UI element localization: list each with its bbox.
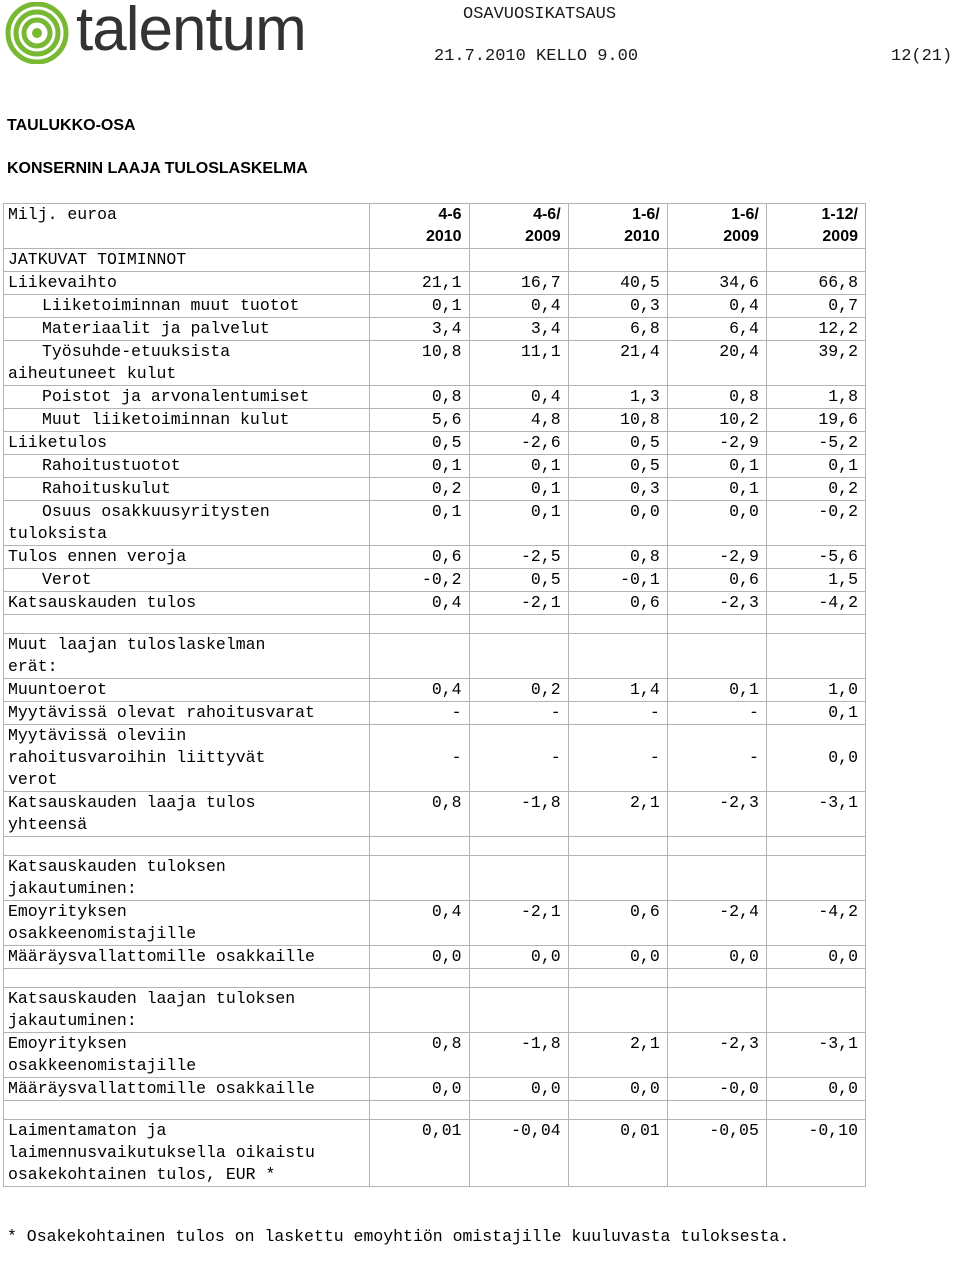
value-cell: 0,6: [568, 592, 667, 615]
value-cell: 0,01: [370, 1120, 469, 1187]
value-cell: 0,6: [667, 569, 766, 592]
row-label: [4, 856, 370, 901]
spacer-row: [4, 969, 866, 988]
release-datetime: 21.7.2010 KELLO 9.00: [434, 47, 639, 66]
row-label-line: Laimentamaton ja: [8, 1121, 167, 1140]
spacer-cell: [370, 969, 469, 988]
value-cell: -5,2: [766, 432, 865, 455]
table-row: [4, 1078, 866, 1101]
value-cell: -0,2: [370, 569, 469, 592]
value-cell: 12,2: [766, 318, 865, 341]
spacer-cell: [370, 837, 469, 856]
spacer-cell: [4, 1101, 370, 1120]
value-cell: 39,2: [766, 341, 865, 386]
row-label: [4, 679, 370, 702]
spacer-cell: [469, 969, 568, 988]
row-label-line: Myytävissä oleviin: [8, 726, 187, 745]
row-label: [4, 592, 370, 615]
table-row: [4, 679, 866, 702]
value-cell: 0,8: [568, 546, 667, 569]
value-cell: 0,4: [370, 592, 469, 615]
table-row: [4, 409, 866, 432]
row-label-line: aiheutuneet kulut: [8, 364, 177, 383]
value-cell: 1,8: [766, 386, 865, 409]
value-cell: 0,2: [370, 478, 469, 501]
row-label-line: Materiaalit ja palvelut: [42, 319, 270, 338]
row-label: [4, 341, 370, 386]
value-cell: 0,5: [370, 432, 469, 455]
row-label-line: osakkeenomistajille: [8, 1056, 197, 1075]
value-cell: [370, 856, 469, 901]
value-cell: 0,8: [370, 1033, 469, 1078]
row-label-line: Katsauskauden laajan tuloksen: [8, 989, 296, 1008]
value-cell: 0,0: [469, 1078, 568, 1101]
value-cell: -0,05: [667, 1120, 766, 1187]
row-label-line: Katsauskauden laaja tulos: [8, 793, 256, 812]
value-cell: 2,1: [568, 1033, 667, 1078]
value-cell: -: [568, 725, 667, 792]
value-cell: 0,6: [568, 901, 667, 946]
value-cell: 40,5: [568, 272, 667, 295]
row-label: [4, 249, 370, 272]
row-label-line: Emoyrityksen: [8, 902, 127, 921]
value-cell: 10,2: [667, 409, 766, 432]
value-cell: 0,3: [568, 478, 667, 501]
value-cell: 3,4: [469, 318, 568, 341]
row-label-line: Määräysvallattomille osakkaille: [8, 947, 315, 966]
row-label: [4, 1078, 370, 1101]
row-label-line: Tulos ennen veroja: [8, 547, 187, 566]
table-row: [4, 725, 866, 792]
row-label-line: erät:: [8, 657, 58, 676]
table-row: [4, 1120, 866, 1187]
document-type: OSAVUOSIKATSAUS: [463, 5, 617, 24]
row-label: [4, 702, 370, 725]
value-cell: -2,3: [667, 1033, 766, 1078]
value-cell: 0,5: [568, 432, 667, 455]
value-cell: [370, 988, 469, 1033]
value-cell: 0,2: [766, 478, 865, 501]
value-cell: -: [370, 725, 469, 792]
value-cell: [667, 988, 766, 1033]
value-cell: 0,4: [370, 901, 469, 946]
value-cell: 19,6: [766, 409, 865, 432]
value-cell: -0,10: [766, 1120, 865, 1187]
value-cell: [766, 988, 865, 1033]
table-row: [4, 792, 866, 837]
row-label-line: tuloksista: [8, 524, 108, 543]
row-label-line: Myytävissä olevat rahoitusvarat: [8, 703, 315, 722]
column-header: 4-6/ 2009: [469, 204, 568, 249]
row-label: [4, 634, 370, 679]
value-cell: [667, 634, 766, 679]
value-cell: 0,1: [469, 501, 568, 546]
value-cell: -4,2: [766, 592, 865, 615]
row-label-line: JATKUVAT TOIMINNOT: [8, 250, 187, 269]
value-cell: 1,3: [568, 386, 667, 409]
row-label-line: jakautuminen:: [8, 1011, 137, 1030]
spacer-cell: [667, 837, 766, 856]
row-label: [4, 432, 370, 455]
value-cell: 0,0: [667, 501, 766, 546]
table-row: [4, 702, 866, 725]
value-cell: [469, 634, 568, 679]
value-cell: 10,8: [370, 341, 469, 386]
value-cell: 0,0: [370, 1078, 469, 1101]
table-row: [4, 295, 866, 318]
value-cell: 1,4: [568, 679, 667, 702]
value-cell: 0,7: [766, 295, 865, 318]
table-row: [4, 249, 866, 272]
value-cell: -: [370, 702, 469, 725]
value-cell: 1,5: [766, 569, 865, 592]
table-row: [4, 592, 866, 615]
spacer-cell: [568, 969, 667, 988]
value-cell: 0,0: [766, 1078, 865, 1101]
row-label-line: Rahoituskulut: [42, 479, 171, 498]
value-cell: 0,0: [370, 946, 469, 969]
value-cell: [766, 856, 865, 901]
row-label: [4, 272, 370, 295]
value-cell: 0,0: [568, 946, 667, 969]
spacer-cell: [667, 1101, 766, 1120]
value-cell: [469, 856, 568, 901]
spacer-cell: [4, 837, 370, 856]
value-cell: -5,6: [766, 546, 865, 569]
value-cell: -2,9: [667, 432, 766, 455]
value-cell: 0,0: [469, 946, 568, 969]
table-row: [4, 272, 866, 295]
table-row: [4, 569, 866, 592]
value-cell: 20,4: [667, 341, 766, 386]
value-cell: -0,2: [766, 501, 865, 546]
table-row: [4, 455, 866, 478]
value-cell: [667, 249, 766, 272]
spacer-cell: [568, 837, 667, 856]
value-cell: -3,1: [766, 1033, 865, 1078]
value-cell: 0,1: [667, 455, 766, 478]
section-title: TAULUKKO-OSA: [7, 117, 136, 134]
spacer-cell: [766, 969, 865, 988]
value-cell: 0,0: [667, 946, 766, 969]
table-row: [4, 386, 866, 409]
row-label: [4, 546, 370, 569]
row-label-line: Muut liiketoiminnan kulut: [42, 410, 290, 429]
row-label: [4, 318, 370, 341]
value-cell: 0,8: [370, 386, 469, 409]
value-cell: 1,0: [766, 679, 865, 702]
row-label: [4, 988, 370, 1033]
value-cell: 0,4: [469, 295, 568, 318]
value-cell: -1,8: [469, 792, 568, 837]
spacer-cell: [568, 1101, 667, 1120]
row-label: [4, 295, 370, 318]
value-cell: 0,1: [667, 679, 766, 702]
row-label-line: Muut laajan tuloslaskelman: [8, 635, 266, 654]
value-cell: -2,3: [667, 792, 766, 837]
value-cell: -: [568, 702, 667, 725]
value-cell: 2,1: [568, 792, 667, 837]
value-cell: 0,2: [469, 679, 568, 702]
spacer-row: [4, 837, 866, 856]
logo-wordmark: talentum: [76, 0, 306, 64]
talentum-logo-mark-icon: [4, 2, 72, 64]
table-row: [4, 318, 866, 341]
value-cell: -3,1: [766, 792, 865, 837]
row-label: [4, 386, 370, 409]
footnote: * Osakekohtainen tulos on laskettu emoyhtiön omistajille kuuluvasta tuloksesta.: [7, 1227, 790, 1246]
value-cell: [568, 249, 667, 272]
row-label-line: Verot: [42, 570, 92, 589]
row-label-line: jakautuminen:: [8, 879, 137, 898]
row-label-line: yhteensä: [8, 815, 88, 834]
row-label: [4, 1033, 370, 1078]
value-cell: 4,8: [469, 409, 568, 432]
value-cell: -: [667, 725, 766, 792]
row-label-line: Määräysvallattomille osakkaille: [8, 1079, 315, 1098]
value-cell: -: [469, 702, 568, 725]
table-row: [4, 432, 866, 455]
value-cell: 0,1: [667, 478, 766, 501]
row-label: [4, 455, 370, 478]
value-cell: -: [469, 725, 568, 792]
value-cell: -2,3: [667, 592, 766, 615]
value-cell: -2,1: [469, 592, 568, 615]
value-cell: 66,8: [766, 272, 865, 295]
value-cell: -1,8: [469, 1033, 568, 1078]
row-label-line: Liiketulos: [8, 433, 108, 452]
value-cell: 0,0: [766, 725, 865, 792]
page-number: 12(21): [891, 47, 953, 66]
value-cell: 0,0: [766, 946, 865, 969]
spacer-cell: [370, 615, 469, 634]
column-header: 4-6 2010: [370, 204, 469, 249]
value-cell: 0,8: [370, 792, 469, 837]
value-cell: [766, 249, 865, 272]
row-label-line: Osuus osakkuusyritysten: [42, 502, 270, 521]
table-row: [4, 341, 866, 386]
row-label: [4, 569, 370, 592]
value-cell: 0,5: [469, 569, 568, 592]
table-row: [4, 501, 866, 546]
value-cell: -0,04: [469, 1120, 568, 1187]
row-label: [4, 478, 370, 501]
row-label-line: Liiketoiminnan muut tuotot: [42, 296, 300, 315]
spacer-cell: [469, 615, 568, 634]
spacer-cell: [568, 615, 667, 634]
row-label-line: osakkeenomistajille: [8, 924, 197, 943]
spacer-cell: [4, 615, 370, 634]
spacer-cell: [370, 1101, 469, 1120]
value-cell: -4,2: [766, 901, 865, 946]
value-cell: [568, 634, 667, 679]
table-body: [4, 204, 866, 1187]
table-row: [4, 634, 866, 679]
value-cell: -2,9: [667, 546, 766, 569]
value-cell: 16,7: [469, 272, 568, 295]
value-cell: 6,4: [667, 318, 766, 341]
value-cell: [469, 988, 568, 1033]
table-title: KONSERNIN LAAJA TULOSLASKELMA: [7, 160, 308, 177]
value-cell: 11,1: [469, 341, 568, 386]
row-label-line: Muuntoerot: [8, 680, 108, 699]
value-cell: 0,1: [766, 702, 865, 725]
value-cell: -: [667, 702, 766, 725]
spacer-row: [4, 615, 866, 634]
row-label-line: Emoyrityksen: [8, 1034, 127, 1053]
row-label: [4, 725, 370, 792]
row-label: [4, 946, 370, 969]
row-label: [4, 901, 370, 946]
row-label-line: Liikevaihto: [8, 273, 117, 292]
table-row: [4, 946, 866, 969]
value-cell: 6,8: [568, 318, 667, 341]
value-cell: [370, 634, 469, 679]
value-cell: [469, 249, 568, 272]
value-cell: -2,4: [667, 901, 766, 946]
spacer-cell: [4, 969, 370, 988]
value-cell: 0,6: [370, 546, 469, 569]
table-row: [4, 856, 866, 901]
talentum-logo: [4, 2, 364, 64]
value-cell: [568, 856, 667, 901]
value-cell: 0,3: [568, 295, 667, 318]
row-label-line: Poistot ja arvonalentumiset: [42, 387, 310, 406]
value-cell: 0,1: [469, 478, 568, 501]
value-cell: [370, 249, 469, 272]
column-header: 1-6/ 2009: [667, 204, 766, 249]
row-label-line: laimennusvaikutuksella oikaistu: [8, 1143, 315, 1162]
spacer-cell: [469, 837, 568, 856]
value-cell: 0,1: [370, 501, 469, 546]
value-cell: 0,5: [568, 455, 667, 478]
column-header: 1-12/ 2009: [766, 204, 865, 249]
row-label-line: Työsuhde-etuuksista: [42, 342, 231, 361]
table-row: [4, 1033, 866, 1078]
table-row: [4, 478, 866, 501]
value-cell: 0,8: [667, 386, 766, 409]
spacer-cell: [667, 969, 766, 988]
table-row: [4, 988, 866, 1033]
row-label: [4, 1120, 370, 1187]
value-cell: -0,1: [568, 569, 667, 592]
income-statement-table: [3, 203, 866, 1187]
value-cell: 10,8: [568, 409, 667, 432]
value-cell: [568, 988, 667, 1033]
row-label-line: Katsauskauden tulos: [8, 593, 197, 612]
value-cell: 0,4: [370, 679, 469, 702]
value-cell: 0,1: [766, 455, 865, 478]
row-label: [4, 501, 370, 546]
unit-label: Milj. euroa: [4, 204, 370, 249]
value-cell: -2,5: [469, 546, 568, 569]
value-cell: -2,6: [469, 432, 568, 455]
table-row: [4, 546, 866, 569]
value-cell: [667, 856, 766, 901]
value-cell: 0,0: [568, 501, 667, 546]
value-cell: -2,1: [469, 901, 568, 946]
row-label: [4, 792, 370, 837]
row-label: [4, 409, 370, 432]
value-cell: 0,1: [469, 455, 568, 478]
spacer-row: [4, 1101, 866, 1120]
value-cell: 21,1: [370, 272, 469, 295]
value-cell: 0,1: [370, 295, 469, 318]
row-label-line: verot: [8, 770, 58, 789]
value-cell: 0,4: [469, 386, 568, 409]
value-cell: 0,4: [667, 295, 766, 318]
spacer-cell: [766, 1101, 865, 1120]
value-cell: 21,4: [568, 341, 667, 386]
value-cell: 5,6: [370, 409, 469, 432]
value-cell: -0,0: [667, 1078, 766, 1101]
column-header: 1-6/ 2010: [568, 204, 667, 249]
spacer-cell: [469, 1101, 568, 1120]
spacer-cell: [766, 615, 865, 634]
value-cell: [766, 634, 865, 679]
value-cell: 0,1: [370, 455, 469, 478]
value-cell: 34,6: [667, 272, 766, 295]
row-label-line: rahoitusvaroihin liittyvät: [8, 748, 266, 767]
row-label-line: Rahoitustuotot: [42, 456, 181, 475]
spacer-cell: [667, 615, 766, 634]
spacer-cell: [766, 837, 865, 856]
value-cell: 0,0: [568, 1078, 667, 1101]
value-cell: 3,4: [370, 318, 469, 341]
row-label-line: osakekohtainen tulos, EUR *: [8, 1165, 276, 1184]
table-header-row: [4, 204, 866, 249]
value-cell: 0,01: [568, 1120, 667, 1187]
row-label-line: Katsauskauden tuloksen: [8, 857, 226, 876]
table-row: [4, 901, 866, 946]
